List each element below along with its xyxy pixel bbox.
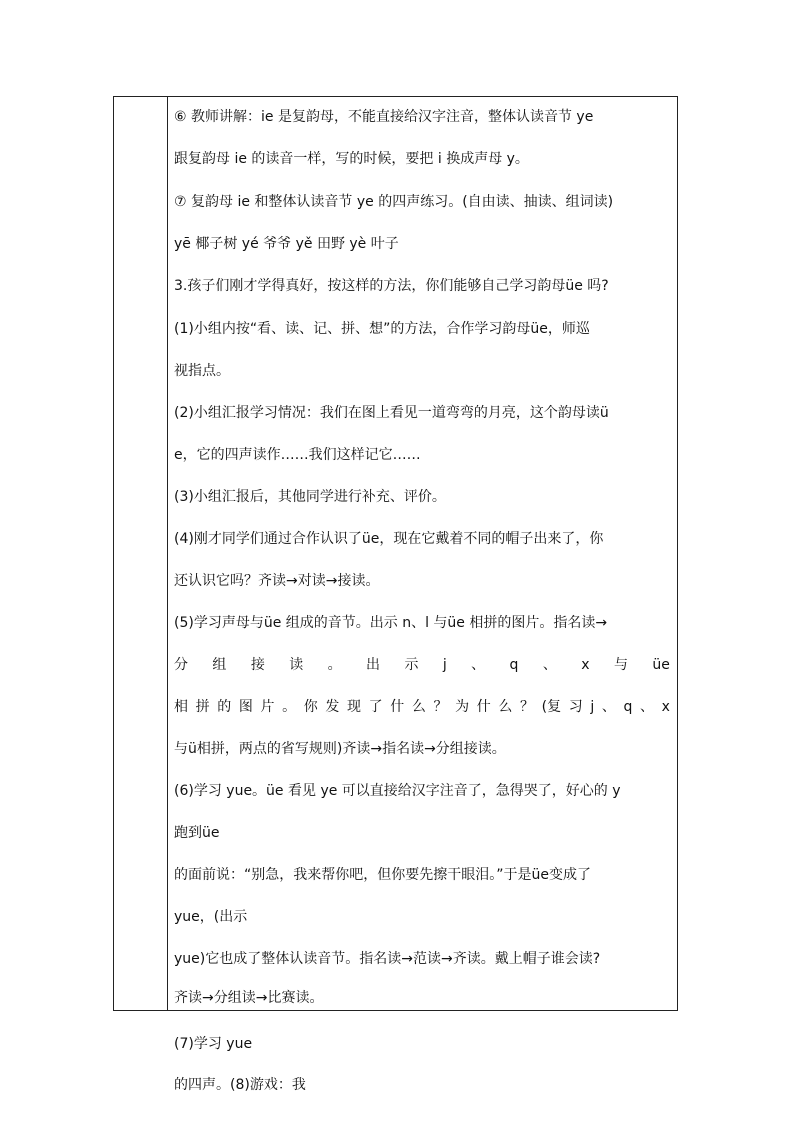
text-line: ⑥ 教师讲解：ie 是复韵母，不能直接给汉字注音，整体认读音节 ye: [174, 109, 594, 125]
justified-token: 的: [217, 699, 232, 715]
body-text-line: (7)学习 yue: [174, 1036, 253, 1052]
table-column-divider: [167, 96, 168, 1011]
justified-token: 什: [476, 699, 491, 715]
justified-token: 分: [174, 657, 188, 673]
justified-token: üe: [652, 657, 670, 673]
justified-token: 拼: [195, 699, 210, 715]
justified-token: 接: [250, 657, 265, 673]
justified-token: 出: [366, 657, 381, 673]
text-line: (1)小组内按“看、读、记、拼、想”的方法，合作学习韵母üe，师巡: [174, 321, 590, 337]
justified-token: ？: [433, 699, 448, 715]
justified-token: 组: [212, 657, 227, 673]
justified-token: 相: [174, 699, 188, 715]
justified-token: 么: [498, 699, 513, 715]
text-line: (2)小组汇报学习情况：我们在图上看见一道弯弯的月亮，这个韵母读ü: [174, 405, 609, 421]
justified-token: 与: [613, 657, 628, 673]
text-line: 齐读→分组读→比赛读。: [174, 990, 324, 1006]
justified-token: ？: [520, 699, 534, 715]
justified-token: 片: [260, 699, 275, 715]
justified-token: 了: [368, 699, 383, 715]
justified-token: 你: [303, 699, 318, 715]
justified-text-line: [174, 655, 670, 675]
text-line: e，它的四声读作……我们这样记它……: [174, 447, 421, 463]
text-line: ⑦ 复韵母 ie 和整体认读音节 ye 的四声练习。(自由读、抽读、组词读): [174, 194, 614, 210]
justified-token: 什: [390, 699, 405, 715]
justified-token: q: [623, 699, 633, 715]
justified-token: 示: [404, 657, 419, 673]
text-line: 还认识它吗？齐读→对读→接读。: [174, 573, 380, 589]
text-line: (5)学习声母与üe 组成的音节。出示 n、l 与üe 相拼的图片。指名读→: [174, 615, 608, 631]
text-line: 的面前说：“别急，我来帮你吧，但你要先擦干眼泪。”于是üe变成了: [174, 867, 591, 883]
body-text-line: 的四声。(8)游戏：我: [174, 1077, 306, 1093]
justified-token: j: [590, 699, 595, 715]
justified-token: 、: [601, 699, 616, 715]
justified-token: j: [442, 657, 447, 673]
text-line: (3)小组汇报后，其他同学进行补充、评价。: [174, 489, 446, 505]
justified-token: 、: [542, 657, 557, 673]
justified-token: 、: [471, 657, 486, 673]
justified-token: 为: [455, 699, 470, 715]
text-line: yue)它也成了整体认读音节。指名读→范读→齐读。戴上帽子谁会读?: [174, 951, 601, 967]
justified-token: 图: [238, 699, 253, 715]
justified-token: 现: [347, 699, 361, 715]
text-line: 跟复韵母 ie 的读音一样，写的时候，要把 i 换成声母 y。: [174, 151, 529, 167]
justified-token: 发: [325, 699, 340, 715]
justified-token: 习: [568, 699, 583, 715]
justified-token: 么: [411, 699, 426, 715]
text-line: (6)学习 yue。üe 看见 ye 可以直接给汉字注音了，急得哭了，好心的 y: [174, 783, 621, 799]
justified-token: x: [581, 657, 590, 673]
justified-text-line: [174, 697, 670, 717]
justified-token: 、: [640, 699, 654, 715]
text-line: 3.孩子们刚才学得真好，按这样的方法，你们能够自己学习韵母üe 吗?: [174, 278, 609, 294]
justified-token: 。: [327, 657, 342, 673]
justified-token: x: [661, 699, 670, 715]
justified-token: (复: [541, 699, 562, 715]
justified-token: q: [509, 657, 519, 673]
text-line: yue，(出示: [174, 909, 248, 925]
justified-token: 。: [282, 699, 297, 715]
text-line: (4)刚才同学们通过合作认识了üe，现在它戴着不同的帽子出来了，你: [174, 531, 604, 547]
text-line: 跑到üe: [174, 825, 220, 841]
text-line: 视指点。: [174, 363, 230, 379]
justified-token: 读: [289, 657, 304, 673]
text-line: yē 椰子树 yé 爷爷 yě 田野 yè 叶子: [174, 236, 399, 252]
text-line: 与ü相拼，两点的省写规则)齐读→指名读→分组接读。: [174, 741, 506, 757]
